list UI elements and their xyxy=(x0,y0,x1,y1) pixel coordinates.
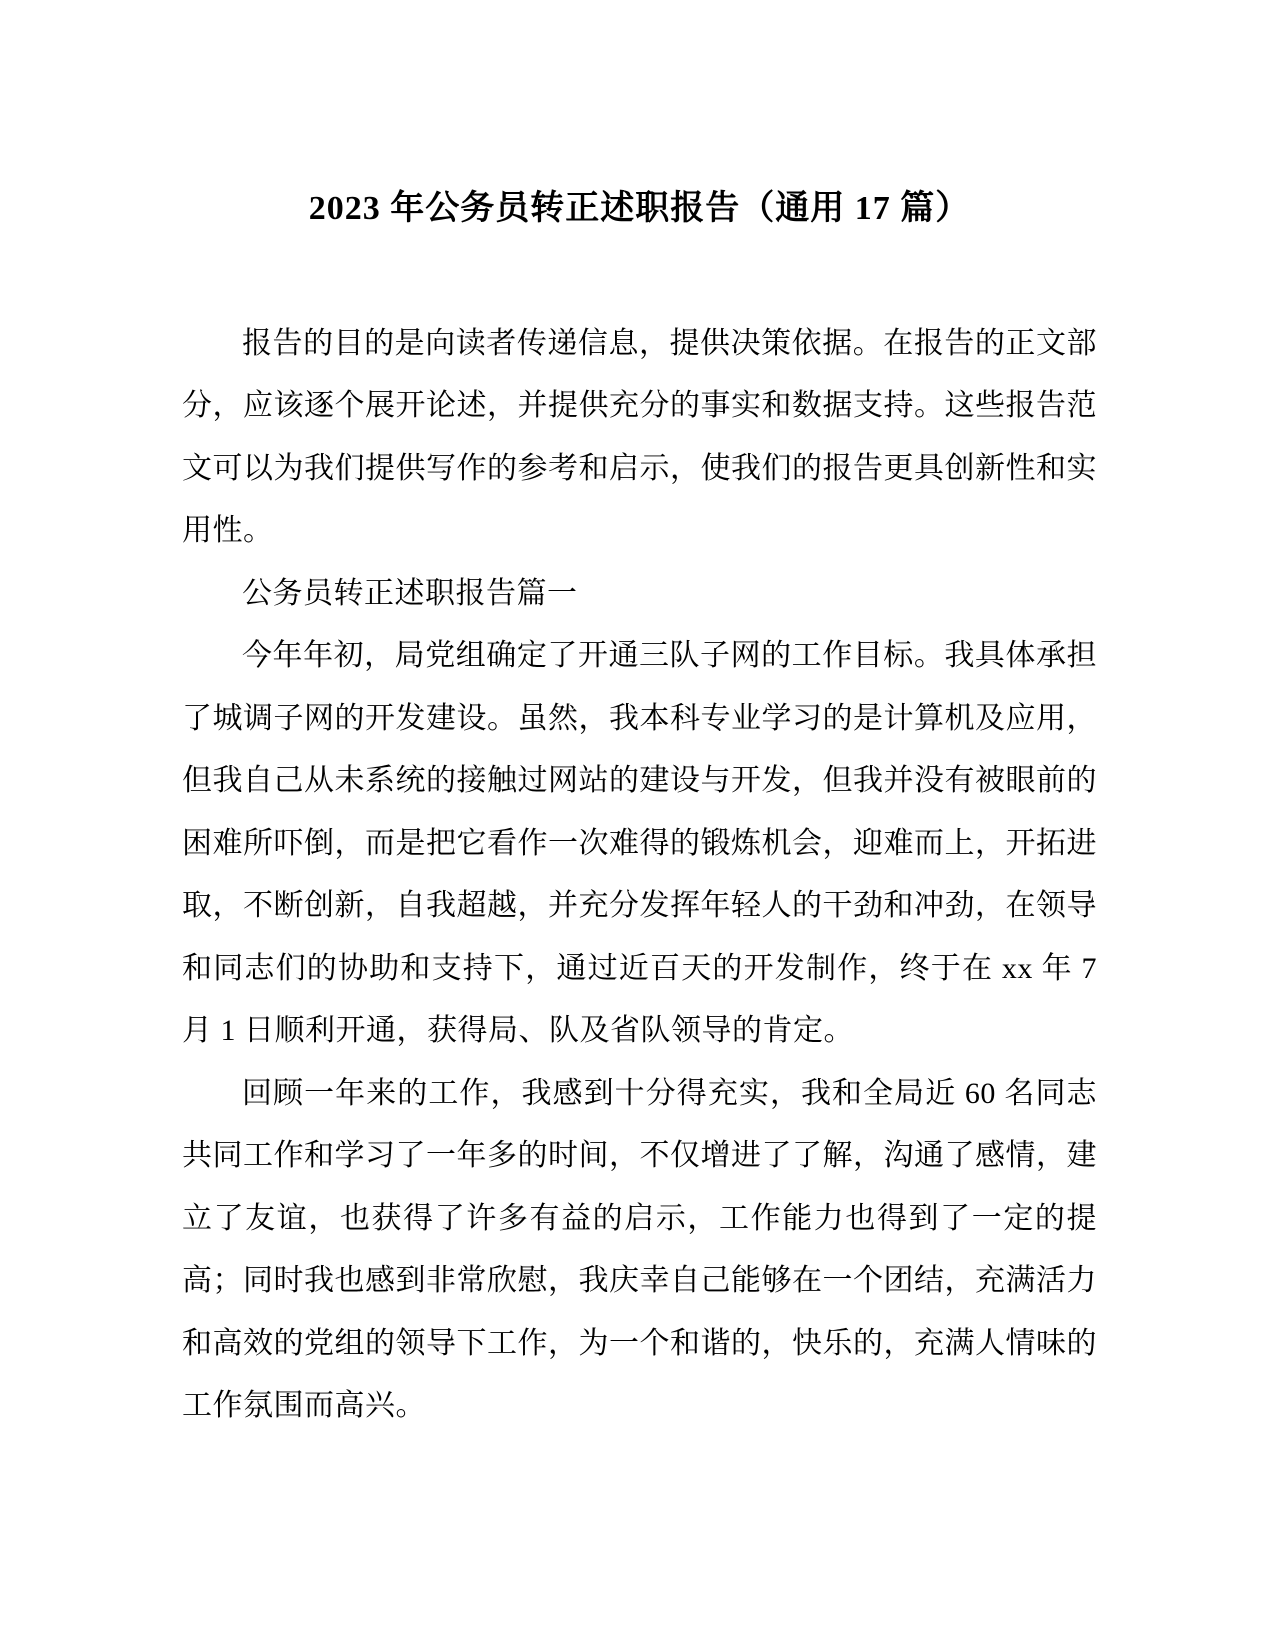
paragraph-body-1: 今年年初，局党组确定了开通三队子网的工作目标。我具体承担了城调子网的开发建设。虽然，我本科专业学习的是计算机及应用，但我自己从未系统的接触过网站的建设与开发，但我并没有被眼前的困难所吓倒，而是把它看作一次难得的锻炼机会，迎难而上，开拓进取，不断创新，自我超越，并充分发挥年轻人的干劲和冲劲，在领导和同志们的协助和支持下，通过近百天的开发制作，终于在 xx 年 7 月 1 日顺利开通，获得局、队及省队领导的肯定。 xyxy=(182,639,1097,1047)
paragraph-intro: 报告的目的是向读者传递信息，提供决策依据。在报告的正文部分，应该逐个展开论述，并提供充分的事实和数据支持。这些报告范文可以为我们提供写作的参考和启示，使我们的报告更具创新性和实用性。 xyxy=(182,326,1097,547)
section-heading: 公务员转正述职报告篇一 xyxy=(242,576,578,610)
document-title: 2023 年公务员转正述职报告（通用 17 篇） xyxy=(308,190,971,227)
paragraph-body-2: 回顾一年来的工作，我感到十分得充实，我和全局近 60 名同志共同工作和学习了一年多的时间，不仅增进了了解，沟通了感情，建立了友谊，也获得了许多有益的启示，工作能力也得到了一定的提高；同时我也感到非常欣慰，我庆幸自己能够在一个团结，充满活力和高效的党组的领导下工作，为一个和谐的，快乐的，充满人情味的工作氛围而高兴。 xyxy=(182,1076,1097,1422)
